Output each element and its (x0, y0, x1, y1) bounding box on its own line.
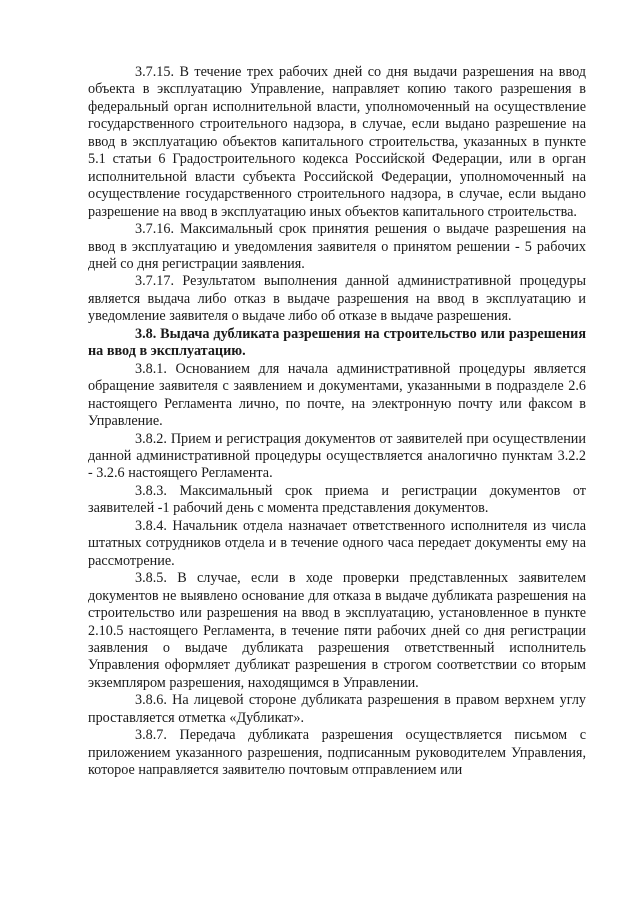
paragraph-3-8-2: 3.8.2. Прием и регистрация документов от заявителей при осуществлении данной административной процедуры осуществляется аналогично пунктам 3.2.2 - 3.2.6 настоящего Регламента. (88, 430, 586, 482)
section-heading-3-8: 3.8. Выдача дубликата разрешения на строительство или разрешения на ввод в эксплуатацию. (88, 325, 586, 360)
paragraph-3-8-3: 3.8.3. Максимальный срок приема и регистрации документов от заявителей -1 рабочий день с момента представления документов. (88, 482, 586, 517)
document-page (88, 64, 586, 780)
paragraph-3-8-4: 3.8.4. Начальник отдела назначает ответственного исполнителя из числа штатных сотрудников отдела и в течение одного часа передает документы ему на рассмотрение. (88, 517, 586, 569)
paragraph-3-7-16: 3.7.16. Максимальный срок принятия решения о выдаче разрешения на ввод в эксплуатацию и уведомления заявителя о принятом решении - 5 рабочих дней со дня регистрации заявления. (88, 221, 586, 272)
paragraph-3-8-6: 3.8.6. На лицевой стороне дубликата разрешения в правом верхнем углу проставляется отметка «Дубликат». (88, 692, 586, 726)
paragraph-3-8-7: 3.8.7. Передача дубликата разрешения осуществляется письмом с приложением указанного разрешения, подписанным руководителем Управления, которое направляется заявителю почтовым отправлением или (88, 727, 586, 779)
paragraph-3-8-5: 3.8.5. В случае, если в ходе проверки представленных заявителем документов не выявлено основание для отказа в выдаче дубликата разрешения на строительство или разрешения на ввод в эксплуатацию, установленное в пункте 2.10.5 настоящего Регламента, в течение пяти рабочих дней со дня регистрации заявления о выдаче дубликата разрешения ответственный исполнитель Управления оформляет дубликат разрешения в строгом соответствии со вторым экземпляром разрешения, находящимся в Управлении. (88, 570, 586, 691)
paragraph-3-7-15: 3.7.15. В течение трех рабочих дней со дня выдачи разрешения на ввод объекта в эксплуатацию Управление, направляет копию такого разрешения в федеральный орган исполнительной власти, уполномоченный на осуществление государственного строительного надзора, в случае, если выдано разрешение на ввод в эксплуатацию объектов капитального строительства, указанных в пункте 5.1 статьи 6 Градостроительного кодекса Российской Федерации, или в орган исполнительной власти субъекта Российской Федерации, уполномоченный на осуществление государственного строительного надзора, в случае, если выдано разрешение на ввод в эксплуатацию иных объектов капитального строительства. (88, 64, 586, 220)
paragraph-3-7-17: 3.7.17. Результатом выполнения данной административной процедуры является выдача либо отказ в выдаче разрешения на ввод в эксплуатацию и уведомление заявителя о выдаче либо об отказе в выдаче разрешения. (88, 273, 586, 325)
paragraph-3-8-1: 3.8.1. Основанием для начала административной процедуры является обращение заявителя с заявлением и документами, указанными в подразделе 2.6 настоящего Регламента лично, по почте, на электронную почту или факсом в Управление. (88, 360, 586, 430)
